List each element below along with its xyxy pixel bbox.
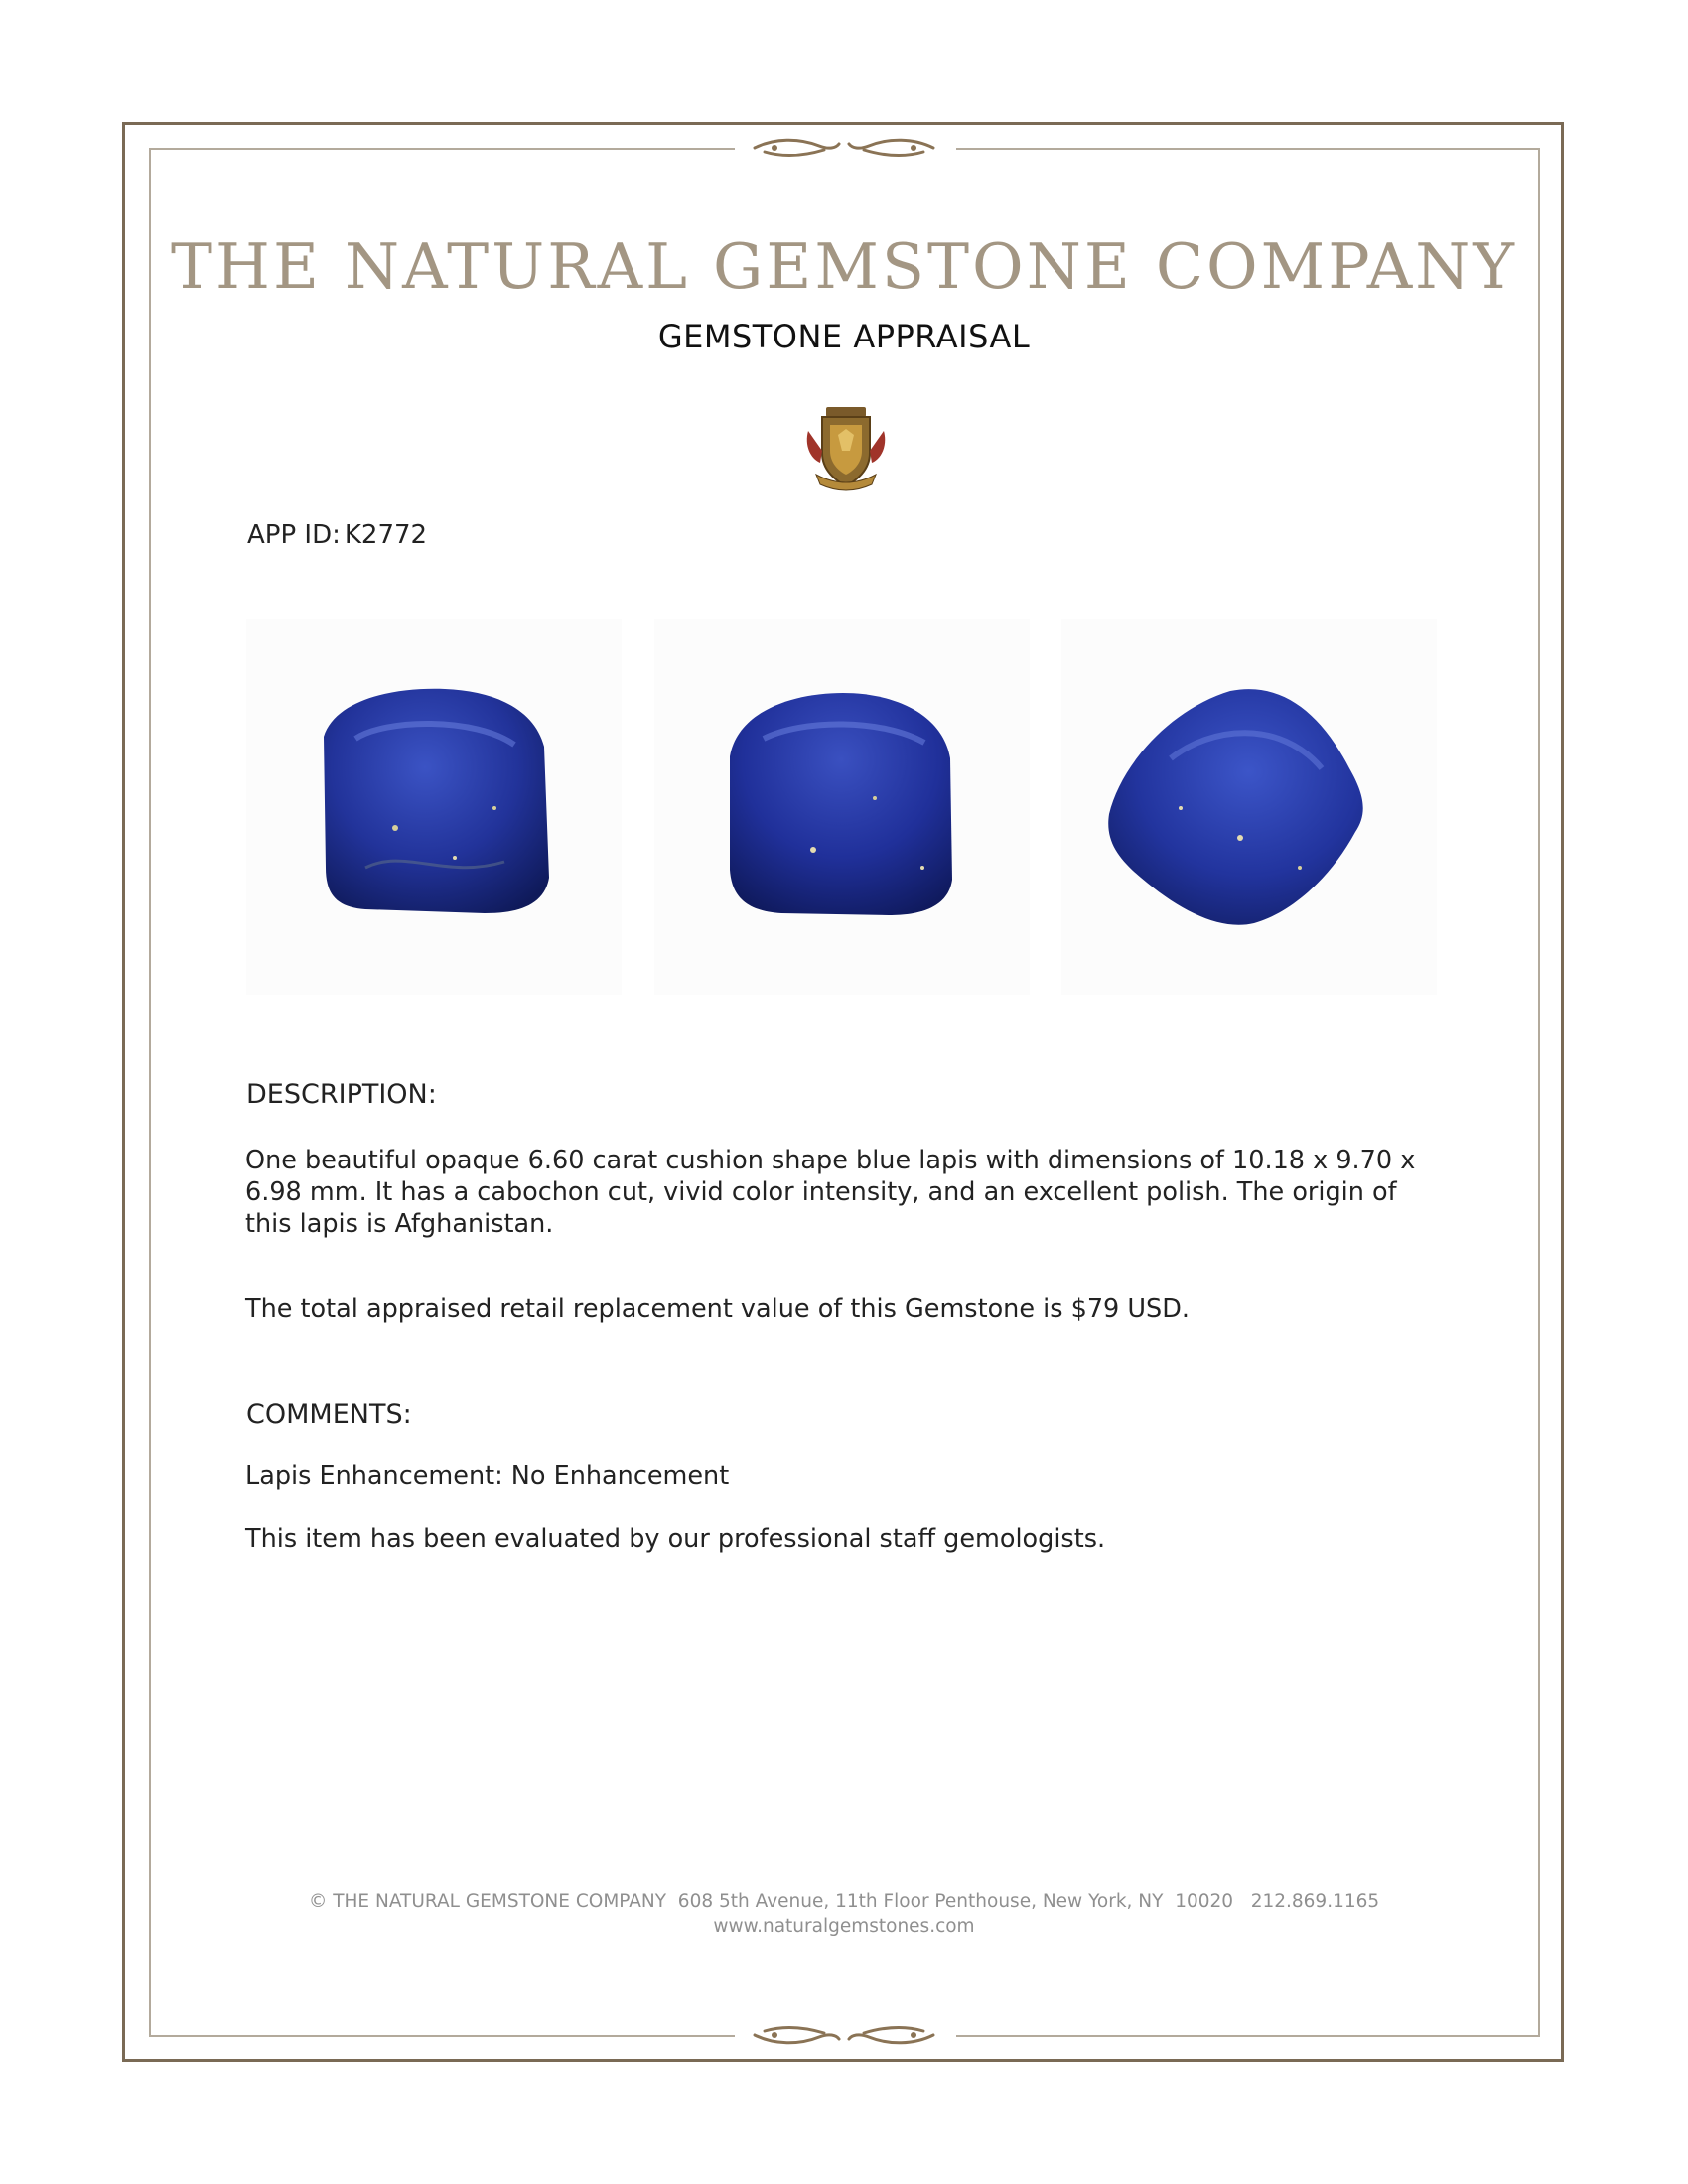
- enhancement-note: Lapis Enhancement: No Enhancement: [245, 1461, 730, 1491]
- document-title: GEMSTONE APPRAISAL: [657, 318, 1031, 355]
- gemstone-photo-side: [654, 619, 1030, 995]
- footer-website[interactable]: www.naturalgemstones.com: [713, 1916, 975, 1937]
- inner-border-right: [1538, 148, 1540, 2037]
- company-name: THE NATURAL GEMSTONE COMPANY: [170, 230, 1518, 303]
- description-heading: DESCRIPTION:: [246, 1079, 437, 1110]
- inner-border-bottom-right: [956, 2035, 1540, 2037]
- comments-heading: COMMENTS:: [246, 1399, 412, 1430]
- gemstone-photo-angled: [1061, 619, 1437, 995]
- inner-border-bottom-left: [149, 2035, 735, 2037]
- description-text: One beautiful opaque 6.60 carat cushion shape blue lapis with dimensions of 10.18 x 9.70 x 6.98 mm. It has a cabochon cut, vivid color intensity, and an excellent polish. The origin of this lapis is Afghanistan.: [245, 1146, 1416, 1239]
- company-crest-icon: [802, 401, 890, 492]
- app-id-label: APP ID:: [247, 520, 341, 550]
- top-scroll-ornament-icon: [745, 136, 943, 160]
- inner-border-top-right: [956, 148, 1540, 150]
- lapis-cabochon-front-photo-icon: [246, 619, 622, 995]
- app-id: [247, 520, 427, 550]
- gemstone-photo-front: [246, 619, 622, 995]
- lapis-cabochon-angled-photo-icon: [1061, 619, 1437, 995]
- inner-border-left: [149, 148, 151, 2037]
- inner-border-top-left: [149, 148, 735, 150]
- app-id-value: K2772: [344, 520, 428, 550]
- bottom-scroll-ornament-icon: [745, 2023, 943, 2047]
- appraised-value-statement: The total appraised retail replacement value of this Gemstone is $79 USD.: [245, 1295, 1190, 1324]
- lapis-cabochon-side-photo-icon: [654, 619, 1030, 995]
- footer-address: © THE NATURAL GEMSTONE COMPANY 608 5th Avenue, 11th Floor Penthouse, New York, NY 10020 212.869.1165: [308, 1891, 1380, 1912]
- evaluation-note: This item has been evaluated by our professional staff gemologists.: [245, 1524, 1106, 1554]
